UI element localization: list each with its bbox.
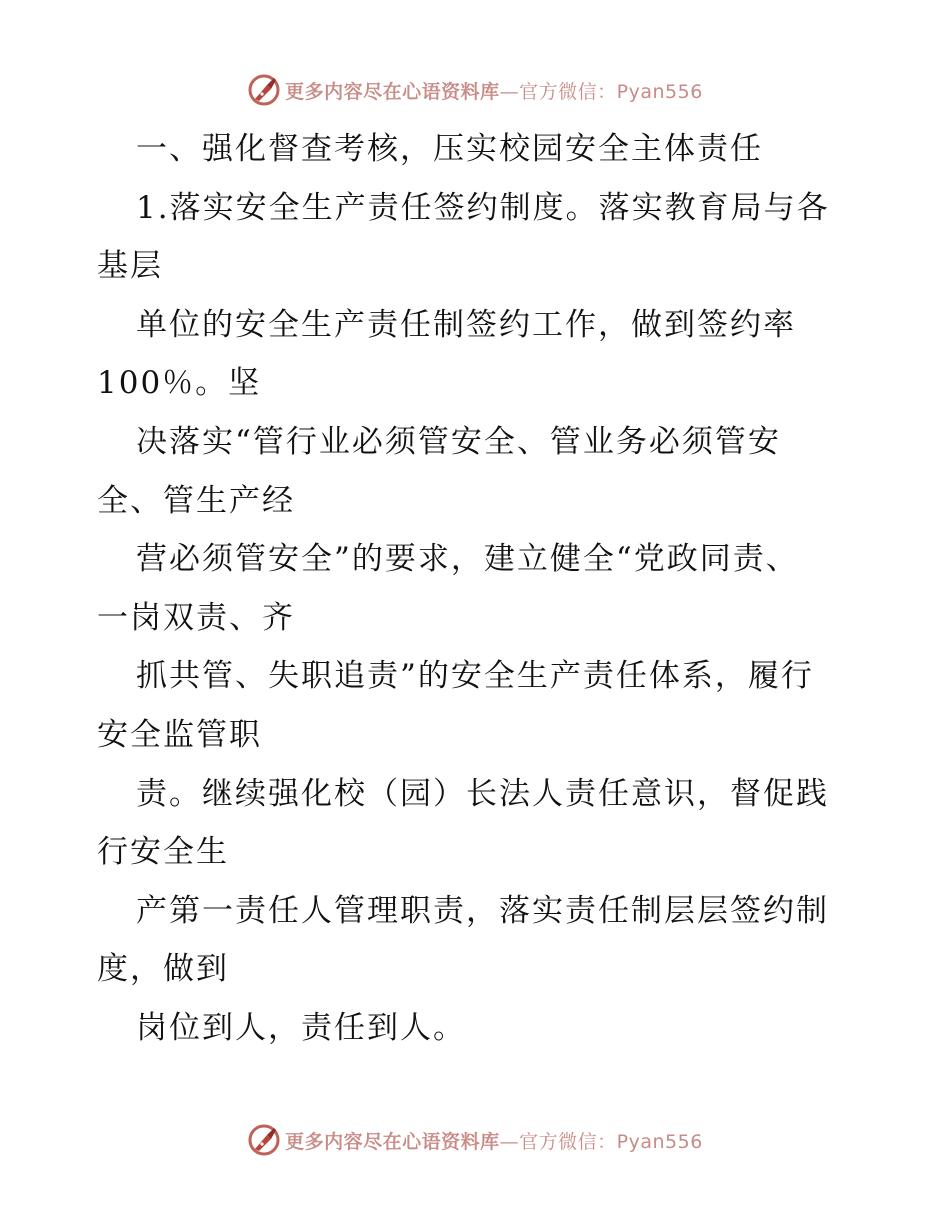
text-line: 度，做到 xyxy=(97,951,229,988)
text-line: 产第一责任人管理职责，落实责任制层层签约制 xyxy=(136,892,829,929)
watermark-text xyxy=(285,77,703,104)
text-line: 100％。坚 xyxy=(97,365,262,402)
text-line: 营必须管安全”的要求，建立健全“党政同责、 xyxy=(136,541,799,578)
watermark-separator: — xyxy=(499,1130,520,1153)
footer-watermark xyxy=(0,1120,950,1160)
text-line: 安全监管职 xyxy=(97,716,262,753)
text-line: 一、强化督查考核，压实校园安全主体责任 xyxy=(136,131,763,167)
text-line: 岗位到人，责任到人。 xyxy=(136,1009,466,1046)
watermark-text xyxy=(285,1127,703,1154)
fountain-pen-nib-icon xyxy=(247,1123,281,1157)
watermark-main-text: 更多内容尽在心语资料库 xyxy=(285,1130,500,1153)
document-body xyxy=(97,120,857,1058)
text-line: 1.落实安全生产责任签约制度。落实教育局与各 xyxy=(136,189,830,226)
text-line: 决落实“管行业必须管安全、管业务必须管安 xyxy=(136,423,781,460)
fountain-pen-nib-icon xyxy=(247,73,281,107)
text-line: 基层 xyxy=(97,248,163,285)
text-line: 责。继续强化校（园）长法人责任意识，督促践 xyxy=(136,775,829,812)
watermark-contact: 官方微信：Pyan556 xyxy=(519,1130,703,1153)
text-line: 抓共管、失职追责”的安全生产责任体系，履行 xyxy=(136,658,814,695)
watermark-contact: 官方微信：Pyan556 xyxy=(519,80,703,103)
text-line: 行安全生 xyxy=(97,834,229,871)
watermark-main-text: 更多内容尽在心语资料库 xyxy=(285,80,500,103)
watermark-separator: — xyxy=(499,80,520,103)
text-line: 一岗双责、齐 xyxy=(97,599,295,636)
text-line: 全、管生产经 xyxy=(97,482,295,519)
header-watermark xyxy=(0,70,950,110)
text-line: 单位的安全生产责任制签约工作，做到签约率 xyxy=(136,306,796,343)
